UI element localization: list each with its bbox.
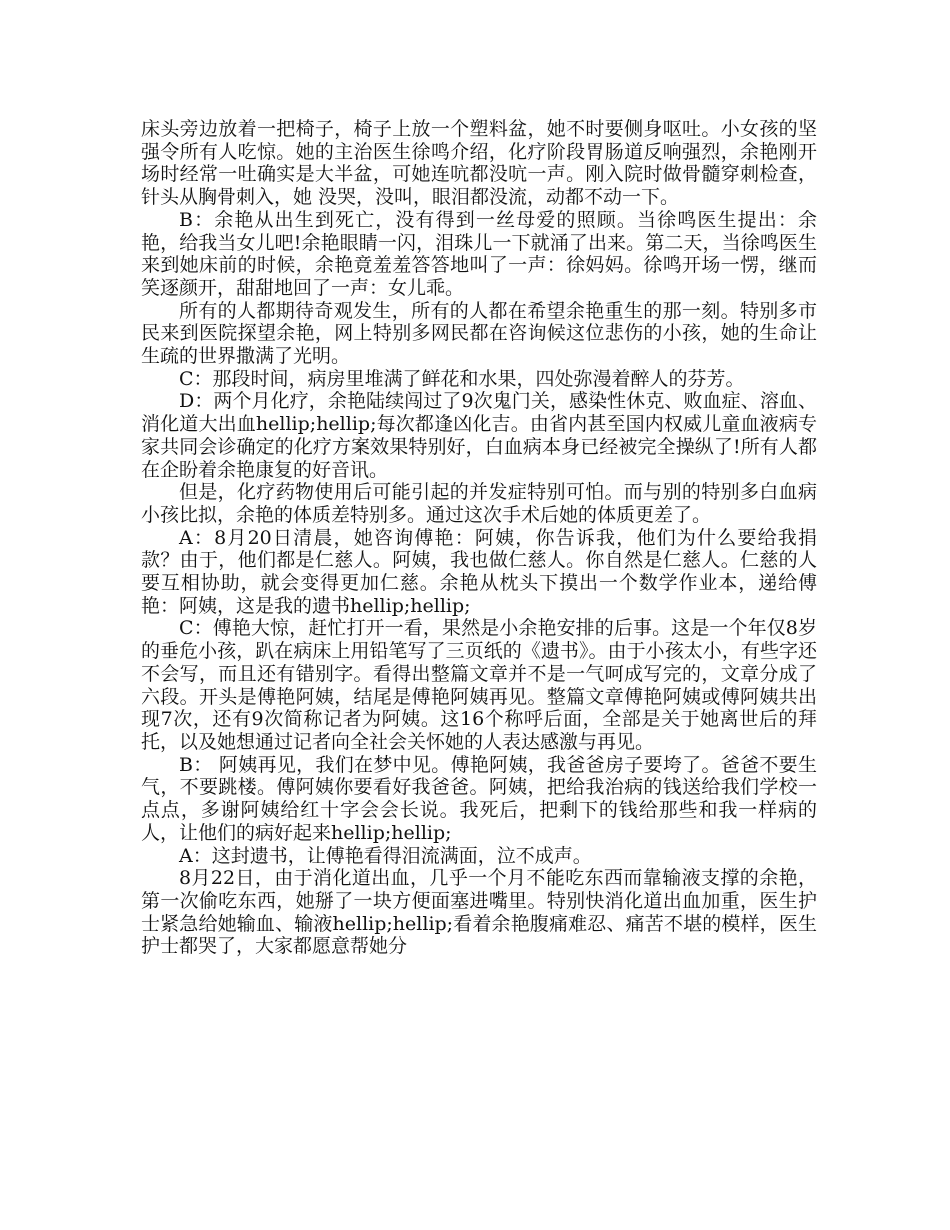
paragraph-7: A：8月20日清晨，她咨询傅艳：阿姨，你告诉我，他们为什么要给我捐款？由于，他们都是仁慈人。阿姨，我也做仁慈人。你自然是仁慈人。仁慈的人要互相协助，就会变得更加仁慈。余艳从枕头下摸出一个数学作业本，递给傅艳：阿姨，这是我的遗书hellip;hellip; [141,526,817,617]
document-page [141,118,817,958]
paragraph-2: B：余艳从出生到死亡，没有得到一丝母爱的照顾。当徐鸣医生提出：余艳，给我当女儿吧!余艳眼睛一闪，泪珠儿一下就涌了出来。第二天，当徐鸣医生来到她床前的时候，余艳竟羞羞答答地叫了一声：徐妈妈。徐鸣开场一愣，继而笑逐颜开，甜甜地回了一声：女儿乖。 [141,208,817,299]
paragraph-11: 8月22日，由于消化道出血，几乎一个月不能吃东西而靠输液支撑的余艳，第一次偷吃东西，她掰了一块方便面塞进嘴里。特别快消化道出血加重，医生护士紧急给她输血、输液hellip;hellip;看着余艳腹痛难忍、痛苦不堪的模样，医生护士都哭了，大家都愿意帮她分 [141,867,817,958]
paragraph-1: 床头旁边放着一把椅子，椅子上放一个塑料盆，她不时要侧身呕吐。小女孩的坚强令所有人吃惊。她的主治医生徐鸣介绍，化疗阶段胃肠道反响强烈，余艳刚开场时经常一吐确实是大半盆，可她连吭都没吭一声。刚入院时做骨髓穿刺检查，针头从胸骨刺入，她 没哭，没叫，眼泪都没流，动都不动一下。 [141,118,817,209]
paragraph-9: B： 阿姨再见，我们在梦中见。傅艳阿姨，我爸爸房子要垮了。爸爸不要生气，不要跳楼。傅阿姨你要看好我爸爸。阿姨，把给我治病的钱送给我们学校一点点，多谢阿姨给红十字会会长说。我死后，把剩下的钱给那些和我一样病的人，让他们的病好起来hellip;hellip; [141,753,817,844]
paragraph-10: A：这封遗书，让傅艳看得泪流满面，泣不成声。 [179,844,592,867]
paragraph-4: C：那段时间，病房里堆满了鲜花和水果，四处弥漫着醉人的芬芳。 [179,367,745,390]
paragraph-5: D：两个月化疗，余艳陆续闯过了9次鬼门关，感染性休克、败血症、溶血、消化道大出血hellip;hellip;每次都逢凶化吉。由省内甚至国内权威儿童血液病专家共同会诊确定的化疗方案效果特别好，白血病本身已经被完全操纵了!所有人都在企盼着余艳康复的好音讯。 [141,390,817,481]
paragraph-8: C：傅艳大惊，赶忙打开一看，果然是小余艳安排的后事。这是一个年仅8岁的垂危小孩，趴在病床上用铅笔写了三页纸的《遗书》。由于小孩太小，有些字还不会写，而且还有错别字。看得出整篇文章并不是一气呵成写完的，文章分成了六段。开头是傅艳阿姨，结尾是傅艳阿姨再见。整篇文章傅艳阿姨或傅阿姨共出现7次，还有9次简称记者为阿姨。这16个称呼后面，全部是关于她离世后的拜托，以及她想通过记者向全社会关怀她的人表达感激与再见。 [141,617,817,753]
paragraph-3: 所有的人都期待奇观发生，所有的人都在希望余艳重生的那一刻。特别多市民来到医院探望余艳，网上特别多网民都在咨询候这位悲伤的小孩，她的生命让生疏的世界撒满了光明。 [141,299,817,368]
paragraph-6: 但是，化疗药物使用后可能引起的并发症特别可怕。而与别的特别多白血病小孩比拟，余艳的体质差特别多。通过这次手术后她的体质更差了。 [141,481,817,526]
